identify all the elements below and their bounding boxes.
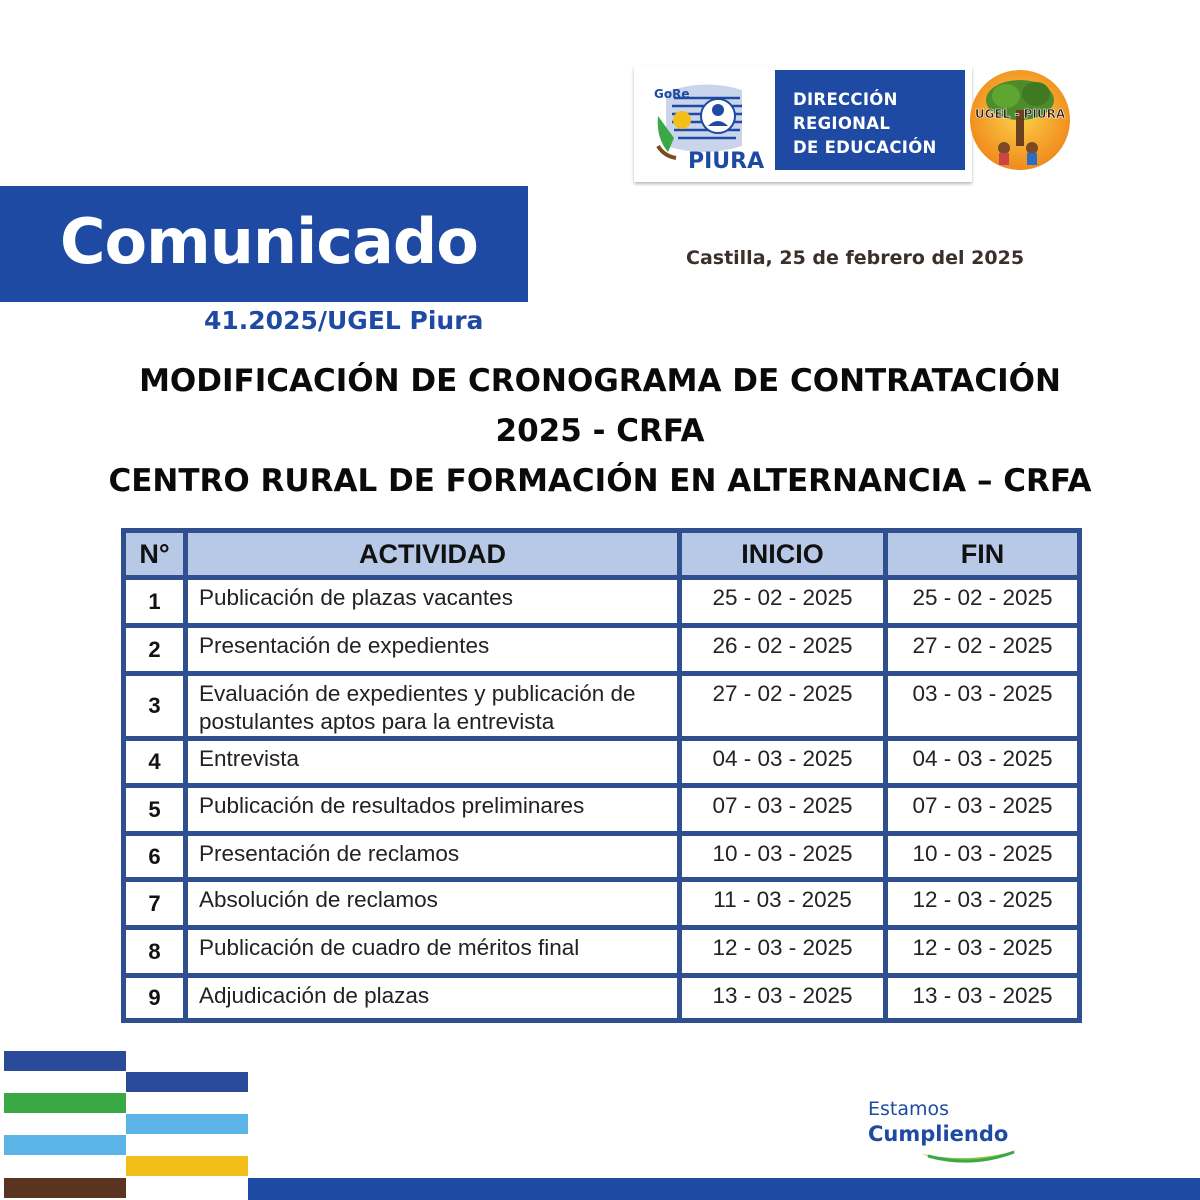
swoosh-icon (918, 1146, 1022, 1168)
header-end: FIN (888, 533, 1077, 575)
row-start-date: 25 - 02 - 2025 (682, 580, 883, 623)
gore-text: GoRe (654, 87, 690, 101)
header-number: N° (126, 533, 183, 575)
slogan-logo (866, 1096, 1026, 1176)
dre-line-2: REGIONAL (793, 114, 891, 133)
row-number: 9 (126, 978, 183, 1018)
gore-dre-logo-strip (634, 66, 972, 182)
row-end-date: 25 - 02 - 2025 (888, 580, 1077, 623)
row-end-date: 10 - 03 - 2025 (888, 836, 1077, 877)
dre-label (775, 70, 965, 170)
table-row (126, 930, 1077, 973)
table-row (126, 836, 1077, 877)
table-row (126, 882, 1077, 925)
row-start-date: 13 - 03 - 2025 (682, 978, 883, 1018)
piura-text: PIURA (688, 149, 765, 172)
document-heading (0, 356, 1200, 506)
row-activity: Adjudicación de plazas (188, 978, 677, 1018)
row-end-date: 04 - 03 - 2025 (888, 741, 1077, 783)
heading-line-2: 2025 - CRFA (495, 413, 705, 449)
table-row (126, 580, 1077, 623)
row-end-date: 03 - 03 - 2025 (888, 676, 1077, 736)
row-activity: Publicación de plazas vacantes (188, 580, 677, 623)
table-row (126, 628, 1077, 671)
schedule-table (121, 528, 1082, 1023)
row-activity: Evaluación de expedientes y publicación de postulantes aptos para la entrevista (188, 676, 677, 736)
decorative-stripes (0, 1048, 250, 1200)
row-activity: Publicación de resultados preliminares (188, 788, 677, 831)
bottom-bar (248, 1178, 1200, 1200)
date-line: Castilla, 25 de febrero del 2025 (686, 247, 1025, 269)
row-start-date: 07 - 03 - 2025 (682, 788, 883, 831)
gore-piura-logo (644, 76, 774, 172)
slogan-line-1: Estamos (868, 1098, 950, 1120)
row-start-date: 11 - 03 - 2025 (682, 882, 883, 925)
row-end-date: 07 - 03 - 2025 (888, 788, 1077, 831)
row-activity: Presentación de expedientes (188, 628, 677, 671)
page-title: Comunicado (60, 205, 478, 278)
row-end-date: 13 - 03 - 2025 (888, 978, 1077, 1018)
row-start-date: 04 - 03 - 2025 (682, 741, 883, 783)
row-number: 5 (126, 788, 183, 831)
row-activity: Presentación de reclamos (188, 836, 677, 877)
row-number: 1 (126, 580, 183, 623)
dre-line-3: DE EDUCACIÓN (793, 138, 937, 157)
row-number: 2 (126, 628, 183, 671)
row-end-date: 12 - 03 - 2025 (888, 930, 1077, 973)
slogan-line-2: Cumpliendo (868, 1122, 1009, 1146)
row-number: 7 (126, 882, 183, 925)
ugel-piura-logo (966, 66, 1074, 174)
row-number: 4 (126, 741, 183, 783)
table-row (126, 741, 1077, 783)
table-row (126, 788, 1077, 831)
row-number: 3 (126, 676, 183, 736)
row-end-date: 27 - 02 - 2025 (888, 628, 1077, 671)
communique-number: 41.2025/UGEL Piura (204, 306, 484, 335)
row-start-date: 26 - 02 - 2025 (682, 628, 883, 671)
table-header-row (126, 533, 1077, 575)
title-banner (0, 186, 528, 302)
row-start-date: 10 - 03 - 2025 (682, 836, 883, 877)
dre-line-1: DIRECCIÓN (793, 90, 898, 109)
row-activity: Entrevista (188, 741, 677, 783)
row-start-date: 12 - 03 - 2025 (682, 930, 883, 973)
table-row (126, 676, 1077, 736)
row-end-date: 12 - 03 - 2025 (888, 882, 1077, 925)
row-start-date: 27 - 02 - 2025 (682, 676, 883, 736)
heading-line-1: MODIFICACIÓN DE CRONOGRAMA DE CONTRATACIÓN (139, 363, 1061, 399)
header-start: INICIO (682, 533, 883, 575)
table-row (126, 978, 1077, 1018)
header-activity: ACTIVIDAD (188, 533, 677, 575)
row-number: 6 (126, 836, 183, 877)
heading-line-3: CENTRO RURAL DE FORMACIÓN EN ALTERNANCIA – CRFA (108, 463, 1092, 499)
row-number: 8 (126, 930, 183, 973)
row-activity: Absolución de reclamos (188, 882, 677, 925)
row-activity: Publicación de cuadro de méritos final (188, 930, 677, 973)
logos-header (634, 66, 1074, 182)
ugel-text: UGEL - PIURA (974, 107, 1066, 121)
